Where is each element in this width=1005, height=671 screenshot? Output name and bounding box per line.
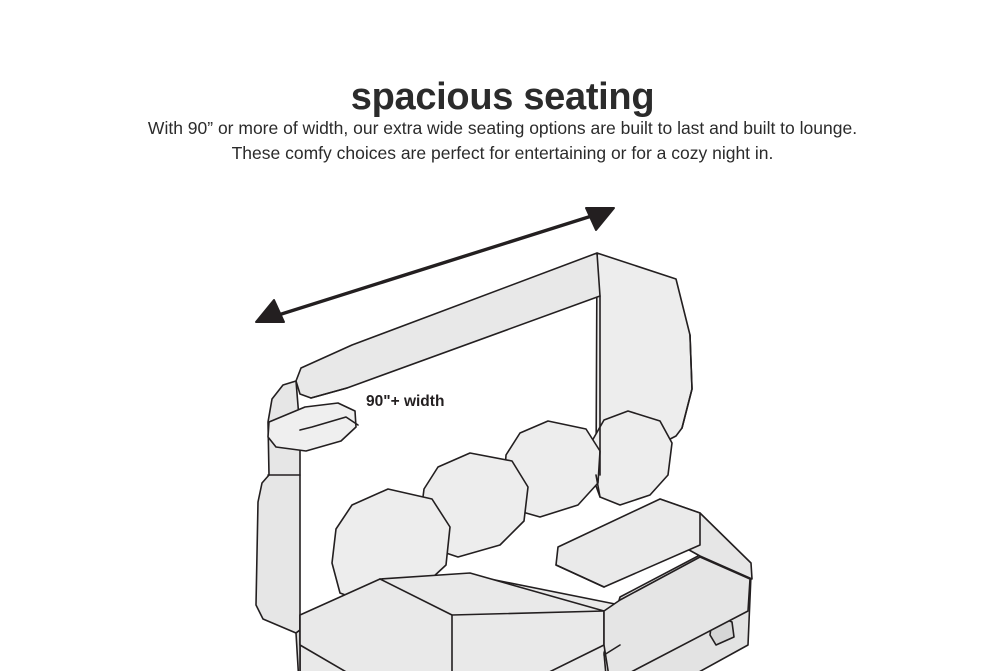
description-line-2: These comfy choices are perfect for entertaining or for a cozy night in. bbox=[231, 143, 774, 164]
description-line-1: With 90” or more of width, our extra wide seating options are built to last and built to lounge. bbox=[147, 118, 858, 138]
sofa-illustration bbox=[0, 175, 1005, 671]
sofa-line-drawing bbox=[0, 175, 1005, 671]
arrowhead-left bbox=[256, 300, 284, 322]
description-text bbox=[0, 116, 1005, 167]
page-title: spacious seating bbox=[350, 76, 655, 119]
arrowhead-right bbox=[586, 208, 614, 230]
width-dimension-label: 90"+ width bbox=[366, 393, 445, 410]
